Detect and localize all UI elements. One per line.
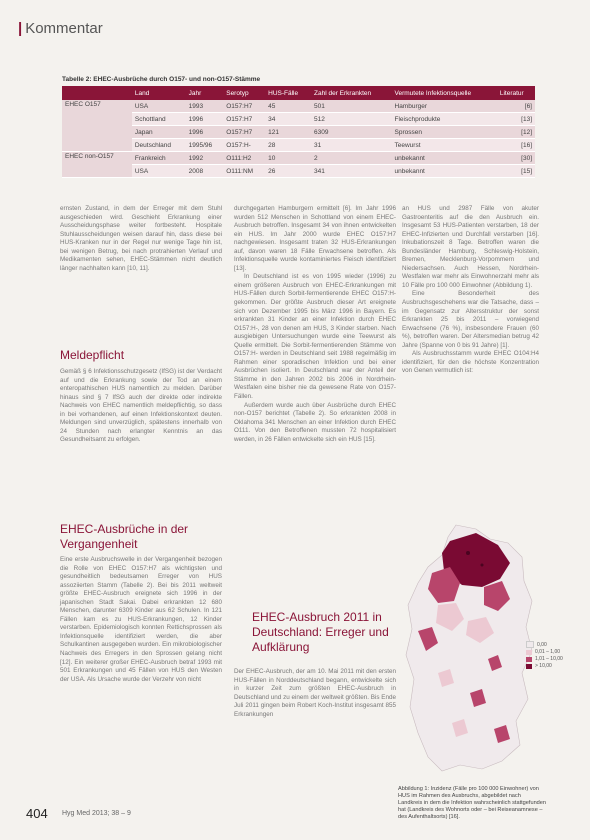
col-header: Serotyp bbox=[223, 86, 265, 100]
legend-item: 0,01 – 1,00 bbox=[526, 649, 563, 655]
table-cell: O111:NM bbox=[223, 165, 265, 178]
map-legend bbox=[526, 641, 563, 670]
table-cell: 2 bbox=[311, 152, 391, 165]
table-cell: 1996 bbox=[186, 113, 224, 126]
table-cell: 31 bbox=[311, 139, 391, 152]
table-cell: 26 bbox=[265, 165, 311, 178]
table-cell: 501 bbox=[311, 100, 391, 113]
col-header: Zahl der Erkrankten bbox=[311, 86, 391, 100]
table-row bbox=[62, 113, 535, 126]
table-cell: [30] bbox=[497, 152, 535, 165]
table-cell: Japan bbox=[132, 126, 186, 139]
paragraph: In Deutschland ist es von 1995 wieder (1996) zu einem größeren Ausbruch von EHEC-Erkrankungen mit HUS-Fällen durch Sorbit-fermentierende EHEC O157:H- gekommen. Der größte Ausbruch dieser Art ereignete sich von Dezember 1995 bis März 1996 in Bayern. Es erkrankten 31 Kinder an einer Infektion durch EHEC O157:H-, 28 von denen am HUS, 3 Kinder starben. Nach ausgiebigen Untersuchungen wurde eine Teewurst als Quelle ermittelt. Die Sorbit-fermentierenden Stämme von O157:H- werden in Deutschland seit 1988 regelmäßig im Rahmen einer sporadischen Infektion und bei einer Ausbrüchen isoliert. In Deutschland war der Anteil der Stämme in den Jahren 2002 bis 2006 in Nordrhein-Westfalen eine bisher nie da gewesene Rate von O157-Fällen. bbox=[234, 273, 396, 401]
paragraph: Eine Besonderheit des Ausbruchsgeschehens war die Tatsache, dass – im Gegensatz zur Altersstruktur der sonst Erkrankten 25 bis 2011 – vorwiegend Erwachsene (76 %), insbesondere Frauen (60 %), betroffen waren. Der Altersmedian betrug 42 Jahre (Spanne von 0 bis 91 Jahre) [1]. bbox=[402, 290, 539, 349]
journal-reference: Hyg Med 2013; 38 – 9 bbox=[62, 810, 131, 817]
table-cell: [13] bbox=[497, 113, 535, 126]
table-cell: 34 bbox=[265, 113, 311, 126]
legend-swatch bbox=[526, 650, 532, 655]
table-row bbox=[62, 152, 535, 165]
text-column-1 bbox=[60, 205, 222, 273]
heading-ausbruch-2011: EHEC-Ausbruch 2011 in Deutschland: Erreger und Aufklärung bbox=[252, 610, 389, 654]
paragraph: an HUS und 2987 Fälle von akuter Gastroenteritis auf die den Ausbruch ein. Insgesamt 53 HUS-Patienten verstarben, 18 der EHEC-Infizierten und Durchfall verstarben [16]. Inkubationszeit 8 Tage. Betroffen waren die Bundesländer Hamburg, Schleswig-Holstein, Bremen, Mecklenburg-Vorpommern und Niedersachsen. Auch Hessen, Nordrhein-Westfalen war mehr als Einwohnerzahl mehr als 10 Fälle pro 100 000 Einwohner (Abbildung 1). bbox=[402, 205, 539, 289]
table-cell: 28 bbox=[265, 139, 311, 152]
paragraph: Als Ausbruchsstamm wurde EHEC O104:H4 identifiziert, für den die höchste Konzentration von Genen vermutlich ist: bbox=[402, 350, 539, 375]
legend-swatch bbox=[526, 641, 534, 648]
text-column-3 bbox=[402, 205, 539, 376]
table-row bbox=[62, 139, 535, 152]
figure-caption: Abbildung 1: Inzidenz (Fälle pro 100 000 Einwohner) von HUS im Rahmen des Ausbruchs, abgebildet nach Landkreis in dem die Infektion wahrscheinlich stattgefunden hat (Landkreis des Wohnorts oder – bei Reiseanamnese – des Aufenthaltsorts) [16]. bbox=[398, 786, 547, 820]
table-cell: unbekannt bbox=[392, 152, 497, 165]
incidence-map bbox=[398, 523, 563, 808]
table-cell: Schottland bbox=[132, 113, 186, 126]
table-row bbox=[62, 165, 535, 178]
table-cell: Deutschland bbox=[132, 139, 186, 152]
heading-vergangenheit: EHEC-Ausbrüche in der Vergangenheit bbox=[60, 522, 189, 551]
table-cell: O157:H7 bbox=[223, 113, 265, 126]
outbreak-table bbox=[62, 86, 535, 178]
paragraph: Gemäß § 6 Infektionsschutzgesetz (IfSG) ist der Verdacht auf und die Erkrankung sowie der Tod an einem enteropathischen HUS namentlich zu melden. Darüber hinaus sind § 7 IfSG auch der direkte oder indirekte Nachweis von EHEC namentlich meldepflichtig, so dass in bei vorhandenen, auf einen Infektionskontext deuten. Meldungen sind unverzüglich, spätestens innerhalb von 24 Stunden nach erlangter Kenntnis an das Gesundheitsamt zu erfolgen. bbox=[60, 368, 222, 444]
table-cell: unbekannt bbox=[392, 165, 497, 178]
table-cell: USA bbox=[132, 165, 186, 178]
legend-swatch bbox=[526, 657, 532, 662]
table-row bbox=[62, 100, 535, 113]
table-cell: [16] bbox=[497, 139, 535, 152]
table-cell: 1992 bbox=[186, 152, 224, 165]
page-number: 404 bbox=[26, 806, 48, 821]
table-cell: [12] bbox=[497, 126, 535, 139]
table-cell: O157:H7 bbox=[223, 100, 265, 113]
table-cell: 45 bbox=[265, 100, 311, 113]
table-cell: Frankreich bbox=[132, 152, 186, 165]
col-header: Land bbox=[132, 86, 186, 100]
table-cell: Teewurst bbox=[392, 139, 497, 152]
table-cell: 121 bbox=[265, 126, 311, 139]
paragraph: Eine erste Ausbruchswelle in der Vergangenheit bezogen die Rolle von EHEC O157:H7 als wichtigsten und gesundheitlich bedeutsamen Erreger von HUS assoziierten Stamm (Tabelle 2). Bei bis 2011 weltweit größte EHEC-Ausbruch ereignete sich 1996 in der japanischen Stadt Sakai. Dabei erkrankten 12 680 Menschen, darunter 6309 Kinder aus 62 Schulen. In 121 Fällen kam es zu HUS-Erkrankungen, 12 Kinder verstarben. Epidemiologisch konnten Rettichsprossen als Infektionsquelle identifiziert werden, die aber Schulkantinen ausgegeben wurden. Ein mikrobiologischer Nachweis des Erregers in den Sprossen gelang nicht [12]. Ein weiterer großer EHEC-Ausbruch betraf 1993 mit 501 Erkrankungen und 45 Fällen von HUS den Westen der USA. Als Ursache wurde der Verzehr von nicht bbox=[60, 556, 222, 683]
group-label: EHEC non-O157 bbox=[62, 152, 132, 178]
legend-swatch bbox=[526, 664, 532, 669]
group-label: EHEC O157 bbox=[62, 100, 132, 152]
table-cell: O157:H7 bbox=[223, 126, 265, 139]
table-cell: O111:H2 bbox=[223, 152, 265, 165]
paragraph: Außerdem wurde auch über Ausbrüche durch EHEC non-O157 berichtet (Tabelle 2). So erkrankten 2008 in Oklahoma 341 Menschen an einer Infektion durch EHEC O111. Von den Betroffenen mussten 72 hospitalisiert werden, in 26 Fällen entwickelte sich ein HUS [15]. bbox=[234, 401, 396, 443]
table-header-row bbox=[62, 86, 535, 100]
group-header-cell bbox=[62, 86, 132, 100]
text-column-2 bbox=[234, 205, 396, 444]
col-header: Vermutete Infektionsquelle bbox=[392, 86, 497, 100]
table-cell: Fleischprodukte bbox=[392, 113, 497, 126]
table-cell: [6] bbox=[497, 100, 535, 113]
legend-item: > 10,00 bbox=[526, 663, 563, 669]
table-cell: 341 bbox=[311, 165, 391, 178]
table-cell: USA bbox=[132, 100, 186, 113]
table-cell: 6309 bbox=[311, 126, 391, 139]
table-cell: 1996 bbox=[186, 126, 224, 139]
section-bar-icon: | bbox=[18, 20, 23, 37]
table-row bbox=[62, 126, 535, 139]
table-cell: 1993 bbox=[186, 100, 224, 113]
heading-meldepflicht: Meldepflicht bbox=[60, 348, 125, 362]
legend-item: 1,01 – 10,00 bbox=[526, 656, 563, 662]
text-column-1c bbox=[60, 556, 222, 684]
table-cell: O157:H- bbox=[223, 139, 265, 152]
paragraph: durchgegarten Hamburgern ermittelt [6]. Im Jahr 1996 wurden 512 Menschen in Schottland von einem EHEC-Ausbruch betroffen. Insgesamt 34 von ihnen entwickelten ein HUS. Im Jahr 2000 wurde EHEC O157:H7 nachgewiesen. Insgesamt traten 32 HUS-Erkrankungen auf, davon waren 18 Fälle Erwachsene betroffen. Als Infektionsquelle wurde kontaminiertes Fleisch identifiziert [13]. bbox=[234, 205, 396, 272]
legend-item: 0,00 bbox=[526, 641, 563, 648]
col-header: Literatur bbox=[497, 86, 535, 100]
paragraph: ernsten Zustand, in dem der Erreger mit dem Stuhl ausgeschieden wird. Geschieht Erkrankung einer Ausscheidungsphase weiter fortbesteht. Hospitale Stuhlausscheidungen weisen darauf hin, dass diese bei HUS-Kranken nur in der Regel nur wenige Tage hin ist, bei wenigen Betrug, bei nach protrahierten Verlauf und Medikamenten sehen, EHEC-Stämmen nicht deutlich länger nachhalten kann [10, 11]. bbox=[60, 205, 222, 272]
table-cell: 512 bbox=[311, 113, 391, 126]
col-header: HUS-Fälle bbox=[265, 86, 311, 100]
table-cell: Hamburger bbox=[392, 100, 497, 113]
col-header: Jahr bbox=[186, 86, 224, 100]
section-title: Kommentar bbox=[25, 20, 103, 37]
paragraph: Der EHEC-Ausbruch, der am 10. Mai 2011 mit den ersten HUS-Fällen in Norddeutschland begann, entwickelte sich in kurzer Zeit zum größten EHEC-Ausbruch in Deutschland und zu einem der weltweit größten. Bis Ende Juli 2011 gingen beim Robert Koch-Institut insgesamt 855 Erkrankungen bbox=[234, 668, 396, 718]
section-label bbox=[18, 20, 103, 37]
table-cell: [15] bbox=[497, 165, 535, 178]
table-cell: Sprossen bbox=[392, 126, 497, 139]
text-column-1b bbox=[60, 368, 222, 445]
table-caption: Tabelle 2: EHEC-Ausbrüche durch O157- und non-O157-Stämme bbox=[62, 76, 261, 83]
text-column-2b bbox=[234, 668, 396, 719]
table-cell: 2008 bbox=[186, 165, 224, 178]
table-cell: 1995/96 bbox=[186, 139, 224, 152]
table-cell: 10 bbox=[265, 152, 311, 165]
